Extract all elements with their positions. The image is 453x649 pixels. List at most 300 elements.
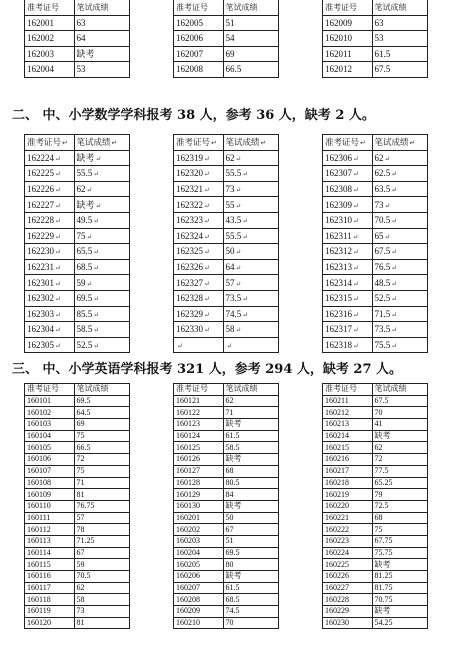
- score-cell: [372, 150, 427, 166]
- exam-id-cell: [25, 489, 75, 501]
- score-cell: [223, 212, 278, 228]
- paragraph-mark: ↵: [353, 279, 359, 288]
- exam-id: 160227: [325, 583, 349, 593]
- exam-id: 160229: [325, 606, 349, 616]
- paragraph-mark: ↵: [55, 342, 61, 351]
- written-score: 77.5: [374, 466, 389, 476]
- score-cell: [223, 275, 278, 291]
- table-row: [174, 197, 279, 213]
- paragraph-mark: ↵: [391, 295, 398, 304]
- written-score: 67.5: [374, 64, 391, 75]
- exam-id-cell: [174, 181, 224, 197]
- exam-id-cell: [25, 244, 75, 260]
- exam-id-cell: [323, 430, 373, 442]
- header-exam-id-label: 准考证号: [176, 138, 211, 149]
- exam-id-cell: [174, 259, 224, 275]
- exam-id: 160205: [176, 559, 200, 569]
- exam-id: 162329: [176, 308, 203, 319]
- paragraph-mark: ↵: [93, 295, 100, 304]
- exam-id-cell: [174, 606, 224, 618]
- paragraph-mark: ↵: [86, 232, 93, 241]
- exam-id: 162312: [325, 246, 352, 257]
- paragraph-mark: ↵: [242, 310, 249, 319]
- paragraph-mark: ↵: [204, 154, 210, 163]
- exam-id-cell: [323, 524, 373, 536]
- exam-id-cell: [174, 212, 224, 228]
- header-exam-id: [174, 0, 224, 15]
- exam-id-cell: [25, 322, 75, 338]
- table-row: [174, 212, 279, 228]
- exam-id-cell: [174, 46, 224, 62]
- paragraph-mark: ↵: [86, 186, 93, 195]
- table-row: [174, 489, 279, 501]
- written-score: 62: [76, 184, 86, 195]
- header-exam-id-label: 准考证号: [325, 384, 357, 394]
- table-row: [174, 500, 279, 512]
- table-row: [323, 150, 428, 166]
- written-score: 73: [225, 184, 235, 195]
- exam-id: 162305: [27, 340, 54, 351]
- score-table: [173, 0, 279, 78]
- english-section-heading: 三、 中、小学英语学科报考 321 人，参考 294 人，缺考 27 人。: [12, 362, 403, 377]
- exam-id-cell: [323, 228, 373, 244]
- score-cell: [372, 212, 427, 228]
- exam-id-cell: [174, 244, 224, 260]
- paragraph-mark: ↵: [93, 326, 100, 335]
- score-cell: [372, 46, 427, 62]
- exam-id-cell: [323, 275, 373, 291]
- written-score: 62: [225, 396, 234, 406]
- table-row: [25, 442, 130, 454]
- exam-id-cell: [323, 547, 373, 559]
- table-row: [323, 430, 428, 442]
- written-score: 70.75: [374, 594, 393, 604]
- written-score: 缺考: [225, 454, 242, 464]
- header-written-score: [372, 0, 427, 15]
- score-cell: [372, 31, 427, 47]
- score-cell: [372, 559, 427, 571]
- written-score: 78: [76, 524, 85, 534]
- exam-id: 160105: [27, 442, 51, 452]
- exam-id-cell: [25, 559, 75, 571]
- paragraph-mark: ↵: [93, 310, 100, 319]
- written-score: 65.5: [76, 246, 93, 257]
- paragraph-mark: ↵: [235, 248, 242, 257]
- table-row: [25, 524, 130, 536]
- header-written-score: [372, 384, 427, 396]
- paragraph-mark: ↵: [86, 279, 93, 288]
- exam-id-cell: [174, 31, 224, 47]
- exam-id-cell: [25, 306, 75, 322]
- score-table: [173, 383, 279, 629]
- written-score: 63.5: [374, 184, 391, 195]
- exam-id-cell: [25, 407, 75, 419]
- table-row: [174, 337, 279, 353]
- score-cell: [223, 524, 278, 536]
- written-score: 缺考: [76, 49, 95, 60]
- written-score: 73.5: [225, 293, 242, 304]
- table-row: [174, 512, 279, 524]
- paragraph-mark: ↵: [353, 186, 359, 195]
- score-cell: [74, 535, 129, 547]
- written-score: 58: [225, 324, 235, 335]
- table-row: [174, 477, 279, 489]
- written-score: 缺考: [225, 501, 242, 511]
- exam-id-cell: [323, 166, 373, 182]
- written-score: 76.5: [374, 262, 391, 273]
- exam-id: 160117: [27, 583, 51, 593]
- table-row: [323, 306, 428, 322]
- score-cell: [372, 454, 427, 466]
- header-exam-id-label: 准考证号: [176, 2, 208, 12]
- table-row: [174, 454, 279, 466]
- written-score: 62: [225, 152, 235, 163]
- exam-id: 162227: [27, 199, 54, 210]
- table-row: [323, 337, 428, 353]
- table-row: [174, 407, 279, 419]
- table-row: [25, 407, 130, 419]
- written-score: 69.5: [76, 293, 93, 304]
- written-score: 66.5: [225, 64, 242, 75]
- table-row: [174, 571, 279, 583]
- written-score: 缺考: [76, 200, 95, 211]
- score-cell: [74, 465, 129, 477]
- score-cell: [223, 62, 278, 78]
- header-written-score-label: 笔试成绩: [374, 2, 407, 12]
- score-cell: [372, 512, 427, 524]
- exam-id: 162321: [176, 184, 203, 195]
- exam-id: 162002: [27, 33, 54, 44]
- score-cell: [74, 290, 129, 306]
- paragraph-mark: ↵: [204, 186, 210, 195]
- written-score: 81: [76, 489, 85, 499]
- table-row: [174, 62, 279, 78]
- table-row: [174, 465, 279, 477]
- score-cell: [74, 322, 129, 338]
- table-row: [174, 150, 279, 166]
- written-score: 71: [225, 407, 234, 417]
- score-cell: [223, 512, 278, 524]
- exam-id: 162316: [325, 308, 352, 319]
- score-cell: [74, 442, 129, 454]
- score-cell: [223, 407, 278, 419]
- exam-id-cell: [25, 454, 75, 466]
- exam-id-cell: [174, 419, 224, 431]
- written-score: 51: [225, 536, 234, 546]
- table-row: [323, 197, 428, 213]
- exam-id: 162326: [176, 262, 203, 273]
- exam-id-cell: [25, 228, 75, 244]
- written-score: 68: [225, 466, 234, 476]
- table-row: [25, 46, 130, 62]
- paragraph-mark: ↵: [204, 170, 210, 179]
- exam-id-cell: [25, 500, 75, 512]
- written-score: 80: [225, 559, 234, 569]
- exam-id: 160107: [27, 466, 51, 476]
- exam-id-cell: [25, 442, 75, 454]
- table-row: [323, 465, 428, 477]
- table-row: [174, 322, 279, 338]
- exam-id: 160104: [27, 431, 51, 441]
- header-written-score: [223, 384, 278, 396]
- score-cell: [74, 181, 129, 197]
- paragraph-mark: ↵: [93, 217, 100, 226]
- exam-id: 160119: [27, 606, 51, 616]
- score-cell: [74, 31, 129, 47]
- exam-id-cell: [323, 407, 373, 419]
- score-cell: [223, 166, 278, 182]
- exam-id: 160112: [27, 524, 51, 534]
- written-score: 84: [225, 489, 234, 499]
- paragraph-mark: ↵: [384, 154, 391, 163]
- header-written-score: [223, 0, 278, 15]
- score-cell: [74, 489, 129, 501]
- table-row: [323, 606, 428, 618]
- table-row: [323, 212, 428, 228]
- written-score: 68: [374, 512, 383, 522]
- score-cell: [223, 228, 278, 244]
- exam-id: 162324: [176, 230, 203, 241]
- written-score: 62: [76, 583, 85, 593]
- exam-id: 160209: [176, 606, 200, 616]
- table-row: [323, 407, 428, 419]
- score-cell: [223, 197, 278, 213]
- paragraph-mark: ↵: [204, 217, 210, 226]
- exam-id-cell: [174, 228, 224, 244]
- exam-id-cell: [25, 547, 75, 559]
- table-row: [25, 181, 130, 197]
- table-row: [323, 395, 428, 407]
- exam-id: 162320: [176, 168, 203, 179]
- score-cell: [372, 197, 427, 213]
- table-row: [174, 306, 279, 322]
- written-score: 81.75: [374, 583, 393, 593]
- table-row: [323, 547, 428, 559]
- exam-id-cell: [174, 535, 224, 547]
- table-row: [323, 322, 428, 338]
- paragraph-mark: ↵: [391, 248, 398, 257]
- exam-id: 160126: [176, 454, 200, 464]
- exam-id: 160226: [325, 571, 349, 581]
- exam-id: 160217: [325, 466, 349, 476]
- exam-id-cell: [323, 489, 373, 501]
- table-row: [323, 594, 428, 606]
- paragraph-mark: ↵: [204, 248, 210, 257]
- table-row: [25, 15, 130, 31]
- paragraph-mark: ↵: [391, 217, 398, 226]
- exam-id-cell: [323, 197, 373, 213]
- paragraph-mark: ↵: [177, 342, 183, 351]
- header-written-score: [223, 135, 278, 151]
- exam-id: 160110: [27, 501, 51, 511]
- table-row: [323, 442, 428, 454]
- exam-id: 162302: [27, 293, 54, 304]
- exam-id: 160220: [325, 501, 349, 511]
- written-score: 66.5: [76, 442, 91, 452]
- header-written-score: [74, 384, 129, 396]
- header-written-score-label: 笔试成绩: [76, 138, 111, 149]
- paragraph-mark: ↵: [235, 326, 242, 335]
- exam-id-cell: [174, 617, 224, 629]
- score-cell: [372, 395, 427, 407]
- score-cell: [223, 594, 278, 606]
- table-row: [25, 594, 130, 606]
- written-score: 69.5: [225, 547, 240, 557]
- exam-id: 160223: [325, 536, 349, 546]
- table-row: [174, 524, 279, 536]
- exam-id-cell: [323, 244, 373, 260]
- exam-id: 160111: [27, 512, 51, 522]
- written-score: 85.5: [76, 308, 93, 319]
- written-score: 75.75: [374, 547, 393, 557]
- score-cell: [223, 46, 278, 62]
- header-exam-id-label: 准考证号: [27, 138, 62, 149]
- written-score: 70.5: [76, 571, 91, 581]
- score-cell: [74, 594, 129, 606]
- exam-id: 160118: [27, 594, 51, 604]
- header-exam-id: [25, 0, 75, 15]
- score-cell: [74, 524, 129, 536]
- header-exam-id: [25, 135, 75, 151]
- exam-id: 160225: [325, 559, 349, 569]
- score-cell: [74, 500, 129, 512]
- paragraph-mark: ↵: [353, 170, 359, 179]
- score-cell: [74, 419, 129, 431]
- exam-id-cell: [25, 524, 75, 536]
- exam-id: 162311: [325, 230, 352, 241]
- written-score: 57: [225, 277, 235, 288]
- paragraph-mark: ↵: [242, 170, 249, 179]
- score-cell: [74, 244, 129, 260]
- paragraph-mark: ↵: [204, 295, 210, 304]
- paragraph-mark: ↵: [55, 201, 61, 210]
- exam-id: 162008: [176, 64, 203, 75]
- written-score: 53: [76, 64, 86, 75]
- math-section-heading: 二、 中、小学数学学科报考 38 人，参考 36 人，缺考 2 人。: [12, 108, 375, 123]
- score-cell: [74, 430, 129, 442]
- exam-id-cell: [25, 15, 75, 31]
- score-cell: [74, 150, 129, 166]
- exam-id: 160113: [27, 536, 51, 546]
- exam-id-cell: [323, 477, 373, 489]
- written-score: 55: [225, 199, 235, 210]
- paragraph-mark: ↵: [95, 155, 102, 164]
- score-cell: [74, 571, 129, 583]
- exam-id: 160101: [27, 396, 51, 406]
- table-header-row: [174, 135, 279, 151]
- table-header-row: [25, 384, 130, 396]
- header-written-score-label: 笔试成绩: [225, 384, 258, 394]
- score-cell: [372, 407, 427, 419]
- score-cell: [372, 465, 427, 477]
- table-row: [323, 500, 428, 512]
- paragraph-mark: ↵: [111, 139, 118, 148]
- written-score: 75.5: [374, 340, 391, 351]
- exam-id: 162224: [27, 152, 54, 163]
- written-score: 80.5: [225, 477, 240, 487]
- exam-id-cell: [174, 15, 224, 31]
- exam-id: 162231: [27, 262, 54, 273]
- exam-id: 160121: [176, 396, 200, 406]
- table-row: [25, 571, 130, 583]
- exam-id: 162315: [325, 293, 352, 304]
- exam-id: 160128: [176, 477, 200, 487]
- score-cell: [223, 259, 278, 275]
- exam-id: 160211: [325, 396, 349, 406]
- exam-id: 162301: [27, 277, 54, 288]
- exam-id-cell: [174, 430, 224, 442]
- score-cell: [372, 442, 427, 454]
- table-row: [323, 571, 428, 583]
- written-score: 57: [76, 512, 85, 522]
- exam-id-cell: [323, 512, 373, 524]
- table-row: [323, 535, 428, 547]
- exam-id-cell: [25, 430, 75, 442]
- header-exam-id-label: 准考证号: [325, 2, 357, 12]
- table-row: [174, 228, 279, 244]
- exam-id: 162012: [325, 64, 352, 75]
- score-cell: [372, 500, 427, 512]
- score-cell: [372, 228, 427, 244]
- score-cell: [372, 430, 427, 442]
- written-score: 68.5: [76, 262, 93, 273]
- table-row: [174, 430, 279, 442]
- exam-id-cell: [25, 477, 75, 489]
- exam-id-cell: [174, 290, 224, 306]
- written-score: 58.5: [76, 324, 93, 335]
- paragraph-mark: ↵: [391, 186, 398, 195]
- header-written-score-label: 笔试成绩: [374, 384, 407, 394]
- header-exam-id: [323, 384, 373, 396]
- exam-id-cell: [25, 275, 75, 291]
- paragraph-mark: ↵: [55, 248, 61, 257]
- table-row: [174, 166, 279, 182]
- paragraph-mark: ↵: [211, 139, 217, 148]
- table-row: [25, 31, 130, 47]
- written-score: 50: [225, 512, 234, 522]
- header-written-score: [74, 135, 129, 151]
- header-written-score-label: 笔试成绩: [225, 2, 258, 12]
- table-row: [25, 454, 130, 466]
- score-cell: [372, 419, 427, 431]
- written-score: 49.5: [76, 215, 93, 226]
- header-exam-id-label: 准考证号: [27, 2, 59, 12]
- score-cell: [372, 582, 427, 594]
- written-score: 67: [225, 524, 234, 534]
- exam-id-cell: [323, 150, 373, 166]
- header-exam-id: [174, 135, 224, 151]
- exam-id: 162309: [325, 199, 352, 210]
- header-exam-id: [323, 135, 373, 151]
- score-cell: [74, 46, 129, 62]
- exam-id-cell: [323, 322, 373, 338]
- score-cell: [223, 322, 278, 338]
- written-score: 62.5: [374, 168, 391, 179]
- table-row: [174, 395, 279, 407]
- paragraph-mark: ↵: [353, 264, 359, 273]
- score-cell: [223, 535, 278, 547]
- table-row: [323, 454, 428, 466]
- score-cell: [223, 395, 278, 407]
- paragraph-mark: ↵: [353, 248, 359, 257]
- score-table: [322, 383, 428, 629]
- paragraph-mark: ↵: [242, 232, 249, 241]
- written-score: 48.5: [374, 277, 391, 288]
- table-row: [174, 559, 279, 571]
- table-row: [323, 290, 428, 306]
- written-score: 75: [76, 466, 85, 476]
- written-score: 58: [76, 594, 85, 604]
